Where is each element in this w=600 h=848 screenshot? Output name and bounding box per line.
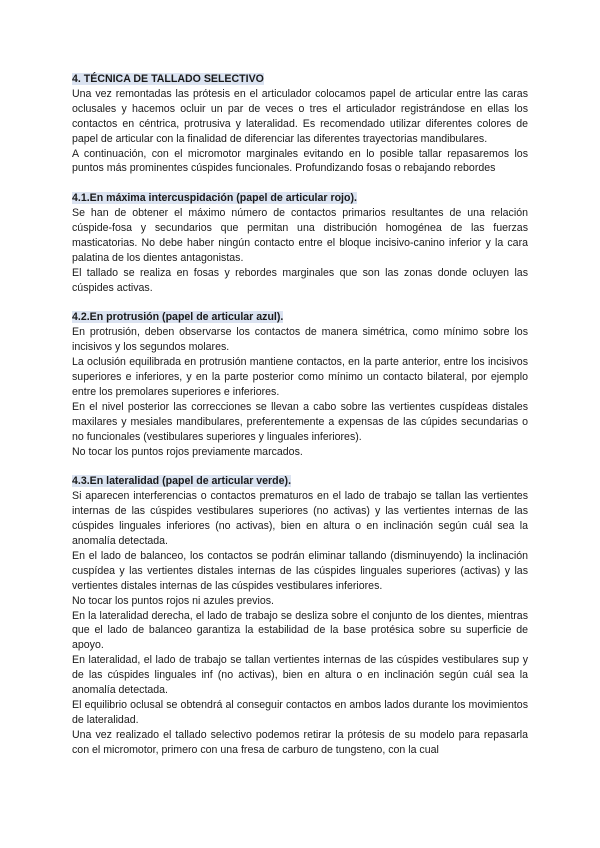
paragraph: En el lado de balanceo, los contactos se podrán eliminar tallando (disminuyendo) la inclinación cuspídea y las vertientes distales internas de las cúspides linguales superiores (activas) y las vertientes distales internas de las cúspides vestibulares inferiores. (72, 549, 528, 592)
section-gap (72, 296, 528, 311)
section-heading: 4.2.En protrusión (papel de articular azul). (72, 311, 284, 324)
section-gap (72, 460, 528, 475)
paragraph: No tocar los puntos rojos previamente marcados. (72, 445, 303, 458)
paragraph: En el nivel posterior las correcciones se llevan a cabo sobre las vertientes cuspídeas distales maxilares y mesiales mandibulares, preferentemente a expensas de las cúpides secundarias o no funcionales (vestibulares superiores y linguales inferiores). (72, 400, 528, 443)
section-gap (72, 176, 528, 191)
section-heading: 4. TÉCNICA DE TALLADO SELECTIVO (72, 73, 264, 85)
section-4-3 (72, 474, 528, 757)
paragraph: No tocar los puntos rojos ni azules previos. (72, 594, 274, 607)
paragraph: La oclusión equilibrada en protrusión mantiene contactos, en la parte anterior, entre los incisivos superiores e inferiores, y en la parte posterior como mínimo un contacto bilateral, por ejemplo entre los premolares superiores e inferiores. (72, 356, 528, 398)
paragraph: Se han de obtener el máximo número de contactos primarios resultantes de una relación cúspide-fosa y secundarios que permitan una distribución homogénea de las fuerzas masticatorias. No debe haber ningún contacto entre el bloque incisivo-canino inferior y la cara palatina de los dientes antagonistas. (72, 207, 528, 264)
paragraph: En protrusión, deben observarse los contactos de manera simétrica, como mínimo sobre los incisivos y los segundos molares. (72, 326, 528, 354)
section-heading: 4.1.En máxima intercuspidación (papel de articular rojo). (72, 192, 357, 205)
paragraph: El equilibrio oclusal se obtendrá al conseguir contactos en ambos lados durante los movimientos de lateralidad. (72, 699, 528, 726)
paragraph: En lateralidad, el lado de trabajo se tallan vertientes internas de las cúspides vestibulares sup y de las cúspides linguales inf (no activas), bien en altura o en inclinación según cuál sea la anomalía detectada. (72, 654, 528, 697)
paragraph: En la lateralidad derecha, el lado de trabajo se desliza sobre el conjunto de los dientes, mientras que el lado de balanceo garantiza la estabilidad de la base protésica sobre su superficie de apoyo. (72, 609, 528, 652)
document-body (72, 72, 528, 758)
paragraph: El tallado se realiza en fosas y rebordes marginales que son las zonas donde ocluyen las cúspides activas. (72, 266, 528, 294)
section-heading: 4.3.En lateralidad (papel de articular verde). (72, 475, 292, 488)
paragraph: A continuación, con el micromotor marginales evitando en lo posible tallar repasaremos los puntos más prominentes cúspides funcionales. Profundizando fosas o rebajando rebordes (72, 147, 528, 175)
paragraph: Una vez realizado el tallado selectivo podemos retirar la prótesis de su modelo para repasarla con el micromotor, primero con una fresa de carburo de tungsteno, con la cual (72, 728, 528, 756)
paragraph: Una vez remontadas las prótesis en el articulador colocamos papel de articular entre las caras oclusales y hacemos ocluir un par de veces o tres el articulador registrándose en ellas los contactos en céntrica, protrusiva y lateralidad. Es recomendado utilizar diferentes colores de papel de articular con la finalidad de diferenciar las diferentes trayectorias mandibulares. (72, 87, 528, 145)
section-4 (72, 72, 528, 176)
paragraph: Si aparecen interferencias o contactos prematuros en el lado de trabajo se tallan las vertientes internas de las cúspides vestibulares superiores (no activas) y las vertientes internas de las cúspides linguales inferiores (no activas), bien en altura o en inclinación según cuál sea la anomalía detectada. (72, 490, 528, 548)
section-4-1 (72, 191, 528, 295)
section-4-2 (72, 310, 528, 459)
